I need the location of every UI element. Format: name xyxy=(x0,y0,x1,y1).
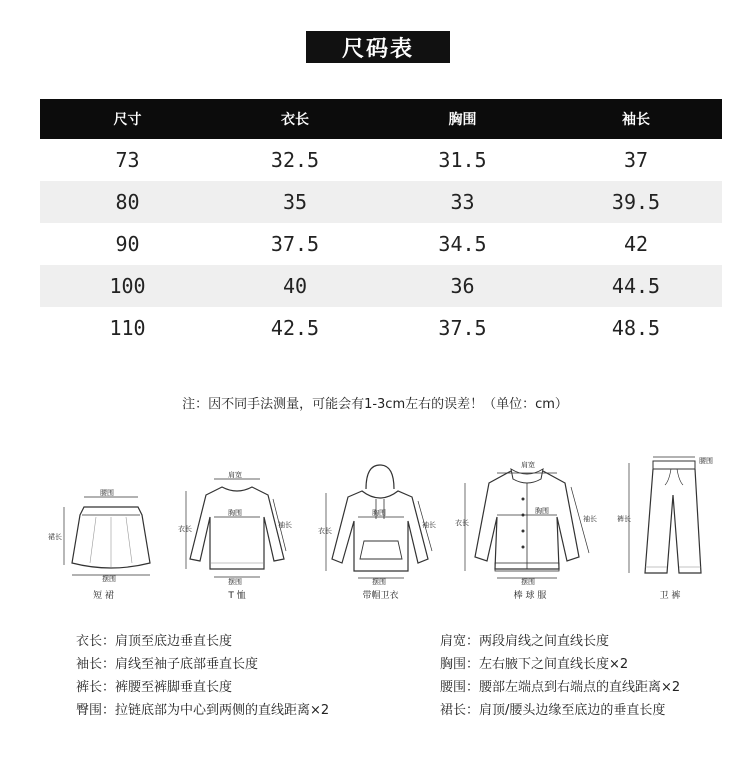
table-cell: 32.5 xyxy=(270,148,320,172)
hoodie-hem-label: 摆围 xyxy=(372,578,386,585)
definition-term: 袖长： xyxy=(76,657,116,672)
table-row xyxy=(40,265,722,307)
tshirt-caption: T 恤 xyxy=(228,591,246,601)
definition-desc: 肩顶至底边垂直长度 xyxy=(115,634,233,649)
skirt-waist-label: 腰围 xyxy=(100,489,114,497)
tshirt-drawing xyxy=(176,455,298,585)
definition-item xyxy=(76,676,329,699)
table-cell: 39.5 xyxy=(550,181,722,223)
table-cell: 37.5 xyxy=(438,316,487,340)
jacket-hem-label: 摆围 xyxy=(521,578,535,585)
pants-length-label: 裤长 xyxy=(617,515,631,523)
jacket-drawing xyxy=(455,455,605,585)
definition-desc: 肩线至袖子底部垂直长度 xyxy=(115,657,259,672)
size-chart-table xyxy=(40,99,722,349)
definitions-left xyxy=(76,630,329,722)
table-cell: 37 xyxy=(623,148,649,172)
definition-item xyxy=(76,699,329,722)
definition-item xyxy=(440,676,680,699)
skirt-length-label: 裙长 xyxy=(48,533,62,541)
table-header-row xyxy=(40,99,722,139)
definition-term: 肩宽： xyxy=(440,634,480,649)
table-row xyxy=(40,307,722,349)
tshirt-length-label: 衣长 xyxy=(178,525,192,533)
table-cell: 37.5 xyxy=(270,232,320,256)
definition-item xyxy=(440,653,680,676)
definition-desc: 裤腰至裤脚垂直长度 xyxy=(115,680,233,695)
table-cell: 48.5 xyxy=(611,316,661,340)
tshirt-illustration xyxy=(176,455,298,605)
hoodie-drawing xyxy=(318,455,443,585)
definition-item xyxy=(440,699,680,722)
definition-item xyxy=(76,630,329,653)
skirt-hem-label: 摆围 xyxy=(102,575,116,583)
skirt-caption: 短 裙 xyxy=(93,591,114,601)
definitions-right xyxy=(440,630,680,722)
tshirt-chest-label: 胸围 xyxy=(228,509,242,517)
hoodie-length-label: 衣长 xyxy=(318,527,332,535)
table-cell: 100 xyxy=(40,265,215,307)
table-cell: 73 xyxy=(115,148,140,172)
table-cell: 31.5 xyxy=(438,148,487,172)
definition-term: 臀围： xyxy=(76,703,116,718)
table-row xyxy=(40,139,722,181)
pants-illustration xyxy=(615,455,725,605)
table-cell: 33 xyxy=(375,181,550,223)
definition-desc: 左右腋下之间直线长度×2 xyxy=(479,657,629,672)
header-size: 尺寸 xyxy=(40,99,215,139)
table-cell: 110 xyxy=(109,316,146,340)
definition-item xyxy=(440,630,680,653)
jacket-illustration xyxy=(455,455,605,605)
table-row xyxy=(40,181,722,223)
hoodie-caption: 带帽卫衣 xyxy=(362,591,399,601)
header-length: 衣长 xyxy=(215,99,375,139)
table-cell: 42 xyxy=(623,232,649,256)
jacket-caption: 棒 球 服 xyxy=(513,591,547,601)
table-cell: 36 xyxy=(375,265,550,307)
table-cell: 42.5 xyxy=(270,316,320,340)
definition-term: 裙长： xyxy=(440,703,480,718)
jacket-shoulder-label: 肩宽 xyxy=(521,461,535,469)
definition-term: 裤长： xyxy=(76,680,116,695)
tshirt-hem-label: 摆围 xyxy=(228,578,242,585)
definition-item xyxy=(76,653,329,676)
definition-desc: 拉链底部为中心到两侧的直线距离×2 xyxy=(115,703,330,718)
tshirt-sleeve-label: 袖长 xyxy=(278,521,292,529)
tshirt-shoulder-label: 肩宽 xyxy=(228,471,242,479)
header-chest: 胸围 xyxy=(375,99,550,139)
hoodie-illustration xyxy=(318,455,443,605)
definition-desc: 两段肩线之间直线长度 xyxy=(479,634,610,649)
definition-term: 衣长： xyxy=(76,634,116,649)
definition-desc: 腰部左端点到右端点的直线距离×2 xyxy=(479,680,681,695)
hoodie-sleeve-label: 袖长 xyxy=(422,521,436,529)
measurement-note: 注：因不同手法测量，可能会有1-3cm左右的误差！（单位：cm） xyxy=(182,397,568,412)
definition-term: 胸围： xyxy=(440,657,480,672)
table-cell: 44.5 xyxy=(550,265,722,307)
table-row xyxy=(40,223,722,265)
table-cell: 34.5 xyxy=(438,232,487,256)
pants-caption: 卫 裤 xyxy=(659,591,681,601)
pants-drawing xyxy=(615,455,725,585)
table-cell: 40 xyxy=(215,265,375,307)
jacket-length-label: 衣长 xyxy=(455,519,469,527)
jacket-chest-label: 胸围 xyxy=(535,507,549,515)
skirt-illustration xyxy=(46,455,161,605)
table-cell: 80 xyxy=(40,181,215,223)
jacket-sleeve-label: 袖长 xyxy=(583,515,597,523)
skirt-drawing xyxy=(46,455,161,585)
table-cell: 90 xyxy=(115,232,140,256)
hoodie-chest-label: 胸围 xyxy=(372,509,386,517)
definition-term: 腰围： xyxy=(440,680,480,695)
pants-waist-label: 腰围 xyxy=(699,457,713,465)
header-sleeve: 袖长 xyxy=(550,99,722,139)
table-cell: 35 xyxy=(215,181,375,223)
page-title: 尺码表 xyxy=(306,31,450,63)
definition-desc: 肩顶/腰头边缘至底边的垂直长度 xyxy=(479,703,666,718)
